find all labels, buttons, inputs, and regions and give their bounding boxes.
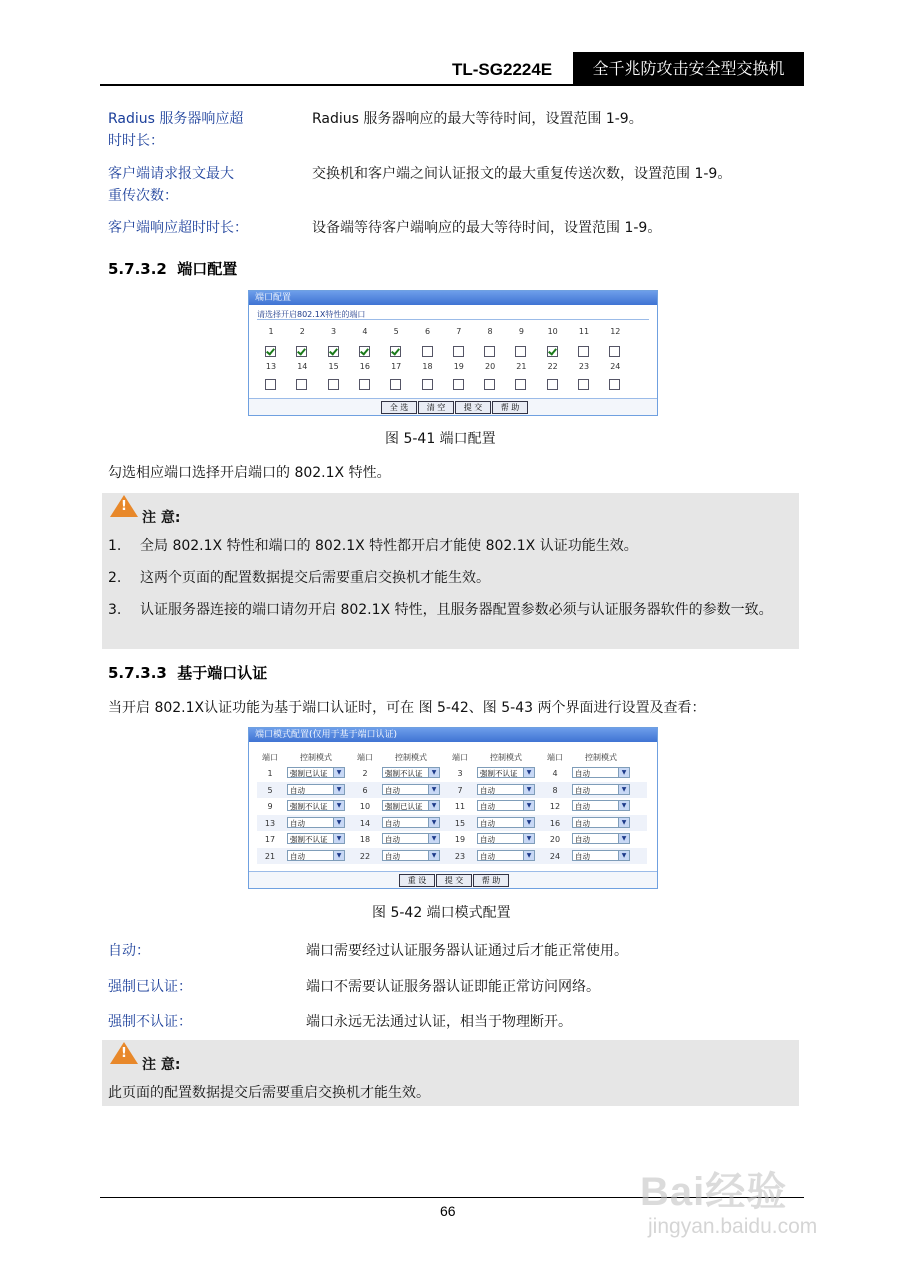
table-row [257, 848, 647, 864]
control-mode-value: 自动 [575, 769, 590, 778]
chevron-down-icon: ▼ [333, 834, 344, 843]
port-number-label: 23 [578, 362, 590, 371]
watermark-logo: Bai经验 [640, 1170, 788, 1214]
port-number-label: 18 [422, 362, 433, 371]
desc-force-authorized: 端口不需要认证服务器认证即能正常访问网络。 [306, 979, 600, 995]
port-number-label: 20 [485, 362, 496, 371]
port-checkbox[interactable] [609, 346, 620, 357]
chevron-down-icon: ▼ [428, 851, 439, 860]
chevron-down-icon: ▼ [333, 801, 344, 810]
port-checkbox[interactable] [578, 346, 589, 357]
port-number: 16 [549, 818, 561, 828]
figure-caption-5-42: 图 5-42 端口模式配置 [372, 905, 511, 921]
term-client-retransmit: 客户端请求报文最大 重传次数： [108, 166, 234, 204]
control-mode-select[interactable] [572, 784, 630, 795]
port-number: 15 [454, 818, 466, 828]
port-mode-panel-title: 端口模式配置(仅用于基于端口认证) [249, 728, 657, 742]
control-mode-value: 自动 [575, 802, 590, 811]
control-mode-value: 强制不认证 [480, 769, 518, 778]
port-checkbox[interactable] [515, 379, 526, 390]
term-force-authorized: 强制已认证： [108, 979, 192, 995]
control-mode-value: 自动 [575, 818, 590, 828]
control-mode-select[interactable] [287, 767, 345, 778]
chevron-down-icon: ▼ [428, 785, 439, 794]
port-number-label: 12 [610, 327, 621, 336]
port-number-label: 8 [487, 327, 493, 336]
table-row [257, 765, 647, 781]
port-column-header: 端口 [547, 753, 563, 762]
control-mode-value: 强制不认证 [290, 802, 328, 811]
port-checkbox[interactable] [359, 346, 370, 357]
control-mode-value: 自动 [385, 818, 400, 828]
chevron-down-icon: ▼ [428, 818, 439, 827]
port-checkbox[interactable] [578, 379, 589, 390]
port-mode-panel [248, 727, 658, 889]
control-mode-value: 自动 [575, 785, 590, 795]
control-mode-value: 自动 [480, 802, 495, 811]
port-config-button-bar [249, 398, 657, 415]
port-number: 22 [359, 851, 371, 861]
control-mode-value: 自动 [480, 818, 495, 828]
control-mode-select[interactable] [287, 784, 345, 795]
chevron-down-icon: ▼ [523, 785, 534, 794]
port-number: 24 [549, 851, 561, 861]
control-mode-select[interactable] [477, 817, 535, 828]
control-mode-select[interactable] [287, 817, 345, 828]
port-config-panel-title: 端口配置 [249, 291, 657, 305]
control-mode-select[interactable] [572, 800, 630, 811]
term-auto: 自动： [108, 943, 150, 959]
term-client-timeout: 客户端响应超时时长： [108, 220, 248, 236]
port-column-header: 端口 [262, 753, 278, 762]
port-number: 6 [362, 785, 368, 795]
help-button[interactable]: 帮 助 [473, 874, 509, 887]
port-checkbox[interactable] [265, 346, 276, 357]
header-model: TL-SG2224E [452, 60, 553, 79]
control-mode-select[interactable] [572, 767, 630, 778]
control-mode-value: 自动 [575, 835, 590, 844]
port-number: 11 [454, 802, 466, 811]
control-mode-value: 自动 [480, 851, 495, 861]
chevron-down-icon: ▼ [618, 768, 629, 777]
port-number: 23 [454, 851, 466, 861]
chevron-down-icon: ▼ [523, 768, 534, 777]
chevron-down-icon: ▼ [428, 768, 439, 777]
port-mode-button-bar [249, 871, 657, 888]
port-number-label: 4 [362, 327, 368, 336]
desc-client-retransmit: 交换机和客户端之间认证报文的最大重复传送次数，设置范围 1-9。 [312, 166, 732, 182]
submit-button[interactable]: 提 交 [455, 401, 491, 414]
port-number: 9 [267, 802, 273, 811]
control-mode-column-header: 控制模式 [395, 753, 427, 762]
port-number-label: 7 [456, 327, 462, 336]
header-rule [100, 84, 804, 86]
chevron-down-icon: ▼ [618, 801, 629, 810]
control-mode-select[interactable] [572, 817, 630, 828]
control-mode-value: 自动 [290, 818, 305, 828]
warning-icon: ! [110, 495, 138, 517]
control-mode-value: 自动 [290, 785, 305, 795]
port-number-label: 24 [610, 362, 621, 371]
port-number-label: 14 [297, 362, 308, 371]
port-checkbox[interactable] [484, 346, 495, 357]
chevron-down-icon: ▼ [618, 851, 629, 860]
port-number-label: 21 [516, 362, 527, 371]
port-checkbox[interactable] [328, 379, 339, 390]
note-box-2 [102, 1040, 799, 1106]
port-number-label: 22 [547, 362, 558, 371]
chevron-down-icon: ▼ [333, 851, 344, 860]
control-mode-value: 强制不认证 [385, 769, 423, 778]
control-mode-value: 自动 [480, 785, 495, 795]
port-checkbox[interactable] [422, 379, 433, 390]
port-number: 18 [359, 835, 371, 844]
chevron-down-icon: ▼ [333, 785, 344, 794]
port-number: 3 [457, 769, 463, 778]
control-mode-value: 自动 [575, 851, 590, 861]
fig541-description: 勾选相应端口选择开启端口的 802.1X 特性。 [108, 465, 391, 481]
control-mode-select[interactable] [287, 850, 345, 861]
chevron-down-icon: ▼ [618, 834, 629, 843]
port-number-label: 1 [268, 327, 274, 336]
port-number-label: 3 [331, 327, 337, 336]
port-number: 10 [359, 802, 371, 811]
figure-caption-5-41: 图 5-41 端口配置 [385, 431, 496, 447]
header-product-title: 全千兆防攻击安全型交换机 [573, 52, 804, 85]
control-mode-column-header: 控制模式 [585, 753, 617, 762]
port-number: 20 [549, 835, 561, 844]
port-checkbox[interactable] [265, 379, 276, 390]
term-force-unauthorized: 强制不认证： [108, 1014, 192, 1030]
control-mode-value: 自动 [385, 835, 400, 844]
control-mode-select[interactable] [382, 784, 440, 795]
port-checkbox[interactable] [453, 346, 464, 357]
port-auth-intro: 当开启 802.1X认证功能为基于端口认证时，可在 图 5-42、图 5-43 两个界面进行设置及查看： [108, 700, 706, 716]
control-mode-value: 强制不认证 [290, 835, 328, 844]
port-number: 21 [264, 851, 276, 861]
clear-button[interactable]: 清 空 [418, 401, 454, 414]
control-mode-select[interactable] [477, 767, 535, 778]
control-mode-select[interactable] [477, 850, 535, 861]
port-number: 4 [552, 769, 558, 778]
port-number-label: 16 [359, 362, 370, 371]
control-mode-select[interactable] [287, 800, 345, 811]
port-checkbox[interactable] [515, 346, 526, 357]
port-checkbox[interactable] [484, 379, 495, 390]
port-number: 19 [454, 835, 466, 844]
chevron-down-icon: ▼ [333, 768, 344, 777]
port-number-label: 6 [424, 327, 431, 336]
control-mode-value: 自动 [385, 851, 400, 861]
port-number: 13 [264, 818, 276, 828]
port-checkbox[interactable] [390, 346, 401, 357]
desc-auto: 端口需要经过认证服务器认证通过后才能正常使用。 [306, 943, 628, 959]
port-number-label: 9 [518, 327, 524, 336]
control-mode-select[interactable] [477, 800, 535, 811]
port-number-label: 19 [453, 362, 464, 371]
help-button[interactable]: 帮 助 [492, 401, 528, 414]
port-checkbox[interactable] [547, 379, 558, 390]
control-mode-select[interactable] [572, 833, 630, 844]
chevron-down-icon: ▼ [523, 818, 534, 827]
control-mode-select[interactable] [572, 850, 630, 861]
port-column-header: 端口 [357, 753, 373, 762]
port-checkbox[interactable] [359, 379, 370, 390]
table-row [257, 831, 647, 847]
desc-client-timeout: 设备端等待客户端响应的最大等待时间，设置范围 1-9。 [312, 220, 662, 236]
note-box-1: ! 注 意: 1. 全局 802.1X 特性和端口的 802.1X 特性都开启才能使 802.1X 认证功能生效。 2. 这两个页面的配置数据提交后需要重启交换机才能生效。 3. 认证服务器连接的端口请勿开启 802.1X 特性，且服务器配置参数必须与认证服务器软件的参数一致。 [102, 493, 799, 649]
port-number: 12 [549, 802, 561, 811]
port-number: 8 [552, 785, 558, 795]
control-mode-column-header: 控制模式 [300, 753, 332, 762]
table-row [257, 798, 647, 814]
port-number-label: 2 [299, 327, 305, 336]
port-number: 5 [267, 785, 273, 795]
control-mode-value: 自动 [385, 785, 400, 795]
select-all-button[interactable]: 全 选 [381, 401, 417, 414]
reset-button[interactable]: 重 设 [399, 874, 435, 887]
control-mode-value: 自动 [480, 835, 495, 844]
port-column-header: 端口 [452, 753, 468, 762]
port-checkbox[interactable] [547, 346, 558, 357]
control-mode-column-header: 控制模式 [490, 753, 522, 762]
chevron-down-icon: ▼ [523, 851, 534, 860]
port-config-instruction: 请选择开启802.1X特性的端口 [257, 310, 366, 319]
port-number: 1 [267, 769, 273, 778]
chevron-down-icon: ▼ [523, 834, 534, 843]
port-checkbox[interactable] [453, 379, 464, 390]
chevron-down-icon: ▼ [428, 834, 439, 843]
control-mode-select[interactable] [382, 850, 440, 861]
chevron-down-icon: ▼ [523, 801, 534, 810]
watermark-url: jingyan.baidu.com [648, 1215, 818, 1238]
control-mode-select[interactable] [477, 784, 535, 795]
note-text: 此页面的配置数据提交后需要重启交换机才能生效。 [108, 1085, 430, 1101]
table-row [257, 815, 647, 831]
port-number: 2 [362, 769, 368, 778]
control-mode-value: 强制已认证 [290, 769, 328, 778]
chevron-down-icon: ▼ [618, 818, 629, 827]
port-checkbox[interactable] [328, 346, 339, 357]
port-checkbox[interactable] [296, 346, 307, 357]
control-mode-select[interactable] [382, 767, 440, 778]
chevron-down-icon: ▼ [428, 801, 439, 810]
port-checkbox[interactable] [609, 379, 620, 390]
control-mode-value: 自动 [290, 851, 305, 861]
port-checkbox[interactable] [422, 346, 433, 357]
desc-force-unauthorized: 端口永远无法通过认证，相当于物理断开。 [306, 1014, 572, 1030]
port-number: 14 [359, 818, 371, 828]
control-mode-select[interactable] [382, 817, 440, 828]
chevron-down-icon: ▼ [333, 818, 344, 827]
port-number-label: 15 [328, 362, 339, 371]
port-number-label: 17 [391, 362, 402, 371]
submit-button[interactable]: 提 交 [436, 874, 472, 887]
port-number-label: 11 [578, 327, 590, 336]
control-mode-select[interactable] [287, 833, 345, 844]
port-checkbox[interactable] [296, 379, 307, 390]
term-radius-timeout: Radius 服务器响应超 时时长： [108, 111, 244, 149]
control-mode-select[interactable] [382, 833, 440, 844]
control-mode-value: 强制已认证 [385, 802, 423, 811]
chevron-down-icon: ▼ [618, 785, 629, 794]
section-heading-port-config: 5.7.3.2 端口配置 [108, 260, 238, 278]
port-number-label: 10 [547, 327, 558, 336]
port-number: 7 [457, 785, 463, 795]
control-mode-select[interactable] [477, 833, 535, 844]
table-row [257, 782, 647, 798]
control-mode-select[interactable] [382, 800, 440, 811]
port-number-label: 13 [265, 362, 277, 371]
note-title: 注 意: [142, 510, 181, 526]
port-number-label: 5 [393, 327, 399, 336]
port-checkbox[interactable] [390, 379, 401, 390]
note-title: 注 意: [142, 1057, 181, 1073]
port-config-panel [248, 290, 658, 416]
section-heading-port-auth: 5.7.3.3 基于端口认证 [108, 664, 268, 682]
page-number: 66 [440, 1203, 456, 1219]
warning-icon: ! [110, 1042, 138, 1064]
port-number: 17 [264, 835, 276, 844]
divider [257, 319, 649, 320]
desc-radius-timeout: Radius 服务器响应的最大等待时间，设置范围 1-9。 [312, 111, 643, 127]
